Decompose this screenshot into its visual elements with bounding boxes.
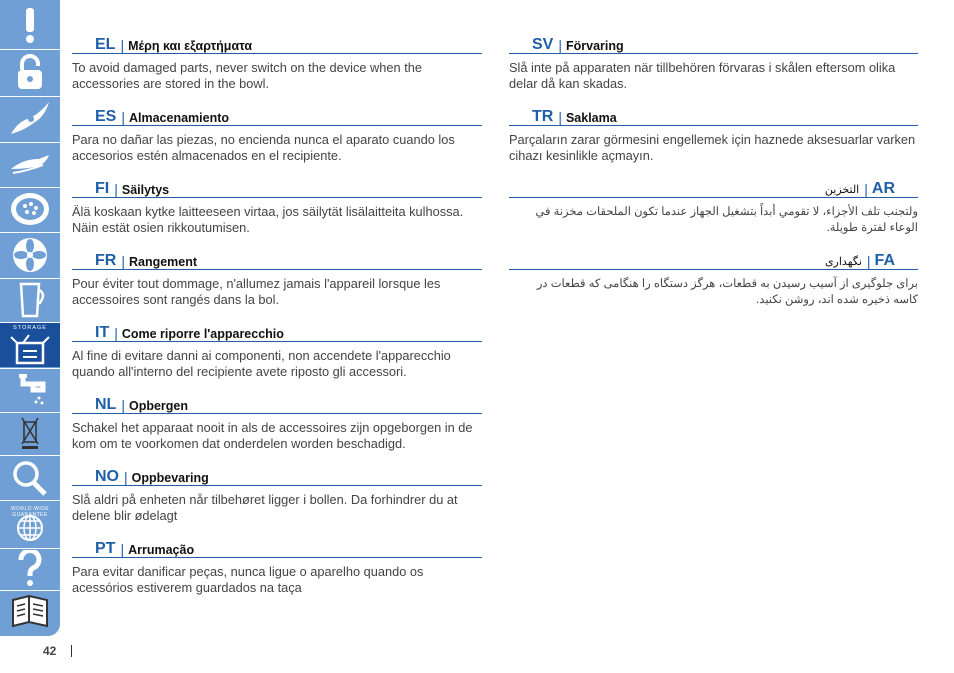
heading-separator: | [558, 109, 562, 125]
heading-separator: | [121, 109, 125, 125]
section-text: Slå aldri på enheten når tilbehøret ligger i bollen. Da forhindrer du at delene blir ødelagt [72, 492, 458, 523]
whisk-icon[interactable] [0, 145, 60, 180]
section-fr [72, 248, 482, 308]
section-text: Al fine di evitare danni ai componenti, non accendete l'apparecchio quando all'interno del recipiente avete riposto gli accessori. [72, 348, 451, 379]
section-pt [72, 536, 482, 596]
section-title: Säilytys [121, 183, 170, 197]
lock-icon[interactable] [0, 54, 60, 89]
section-title: Arrumação [128, 543, 195, 557]
language-code: PT [95, 540, 116, 557]
section-heading [72, 176, 482, 198]
recycle-bin-icon[interactable] [0, 414, 60, 449]
section-heading [72, 104, 482, 126]
heading-separator: | [121, 397, 125, 413]
section-no [72, 464, 482, 524]
language-code: FI [95, 180, 110, 197]
section-text: To avoid damaged parts, never switch on the device when the accessories are stored in the bowl. [72, 60, 422, 91]
section-text: Älä koskaan kytke laitteeseen virtaa, jos säilytät lisälaitteita kulhossa. Näin estät osien rikkoutumisen. [72, 204, 464, 235]
section-title: Förvaring [565, 39, 624, 53]
language-code: NL [95, 396, 117, 413]
section-fa [509, 248, 918, 308]
language-code: IT [95, 324, 110, 341]
heading-separator: | [114, 325, 118, 341]
language-code: AR [871, 180, 895, 197]
magnifier-icon[interactable] [0, 460, 60, 495]
page-number: 42 [43, 644, 57, 658]
section-heading [72, 32, 482, 54]
blade-icon[interactable] [0, 100, 60, 135]
section-title: Almacenamiento [128, 111, 230, 125]
language-code: FA [874, 252, 895, 269]
section-title: Saklama [565, 111, 617, 125]
tap-icon[interactable] [0, 372, 60, 407]
section-text: برای جلوگیری از آسیب رسیدن به قطعات، هرگز دستگاه را هنگامی که قطعات در کاسه ذخیره شده اند، روشن نکنید. [536, 278, 918, 306]
section-title: التخزين [824, 184, 860, 196]
heading-separator: | [124, 469, 128, 485]
section-tr [509, 104, 918, 164]
section-title: Come riporre l'apparecchio [121, 327, 284, 341]
section-heading [509, 248, 918, 270]
sidebar-nav [0, 0, 60, 636]
storage-icon[interactable] [0, 323, 60, 367]
manual-book-icon[interactable] [0, 594, 60, 629]
section-ar [509, 176, 918, 236]
page-number-divider [71, 645, 72, 657]
section-title: Opbergen [128, 399, 189, 413]
heading-separator: | [120, 37, 125, 53]
guarantee-icon[interactable] [0, 502, 60, 548]
section-sv [509, 32, 918, 92]
heading-separator: | [120, 541, 125, 557]
guarantee-tag: WORLD-WIDE GUARANTEE [10, 506, 50, 518]
section-heading [72, 320, 482, 342]
heading-separator: | [114, 181, 118, 197]
section-text: Para evitar danificar peças, nunca ligue o aparelho quando os acessórios estiverem guardados na taça [72, 564, 424, 595]
section-heading [72, 392, 482, 414]
section-it [72, 320, 482, 380]
fan-blade-icon[interactable] [0, 237, 60, 272]
language-code: NO [95, 468, 119, 485]
section-text: ولتجنب تلف الأجزاء، لا تقومي أبداً بتشغيل الجهاز عندما تكون الملحقات مخزنة في الوعاء لفترة طويلة. [535, 206, 918, 234]
section-title: Rangement [128, 255, 198, 269]
storage-tag: STORAGE [13, 325, 47, 331]
section-nl [72, 392, 482, 452]
language-code: TR [532, 108, 554, 125]
section-text: Pour éviter tout dommage, n'allumez jamais l'appareil lorsque les accessoires sont rangés dans la bol. [72, 276, 441, 307]
section-text: Schakel het apparaat nooit in als de accessoires zijn opgeborgen in de kom om te voorkomen dat onderdelen worden beschadigd. [72, 420, 473, 451]
section-title: Oppbevaring [131, 471, 209, 485]
heading-separator: | [121, 253, 125, 269]
language-code: EL [95, 36, 116, 53]
question-icon[interactable] [0, 550, 60, 585]
language-code: SV [532, 36, 554, 53]
section-heading [72, 464, 482, 486]
heading-separator: | [864, 181, 868, 197]
right-column [509, 32, 918, 320]
section-fi [72, 176, 482, 236]
jug-icon[interactable] [0, 282, 60, 317]
left-column [72, 32, 482, 608]
language-code: ES [95, 108, 117, 125]
warning-icon[interactable] [0, 8, 60, 43]
section-title: نگهداری [824, 256, 862, 268]
section-text: Slå inte på apparaten när tillbehören förvaras i skålen eftersom olika delar då kan skadas. [509, 60, 896, 91]
section-title: Μέρη και εξαρτήματα [128, 39, 253, 53]
heading-separator: | [866, 253, 871, 269]
section-heading [72, 536, 482, 558]
section-el [72, 32, 482, 92]
section-es [72, 104, 482, 164]
section-text: Parçaların zarar görmesini engellemek için haznede aksesuarlar varken cihazı kesinlikle açmayın. [509, 132, 916, 163]
heading-separator: | [558, 37, 562, 53]
section-heading [72, 248, 482, 270]
language-code: FR [95, 252, 117, 269]
section-text: Para no dañar las piezas, no encienda nunca el aparato cuando los accesorios estén almacenados en el recipiente. [72, 132, 455, 163]
section-heading [509, 32, 918, 54]
disc-icon[interactable] [0, 191, 60, 226]
section-heading [509, 104, 918, 126]
section-heading [509, 176, 918, 198]
